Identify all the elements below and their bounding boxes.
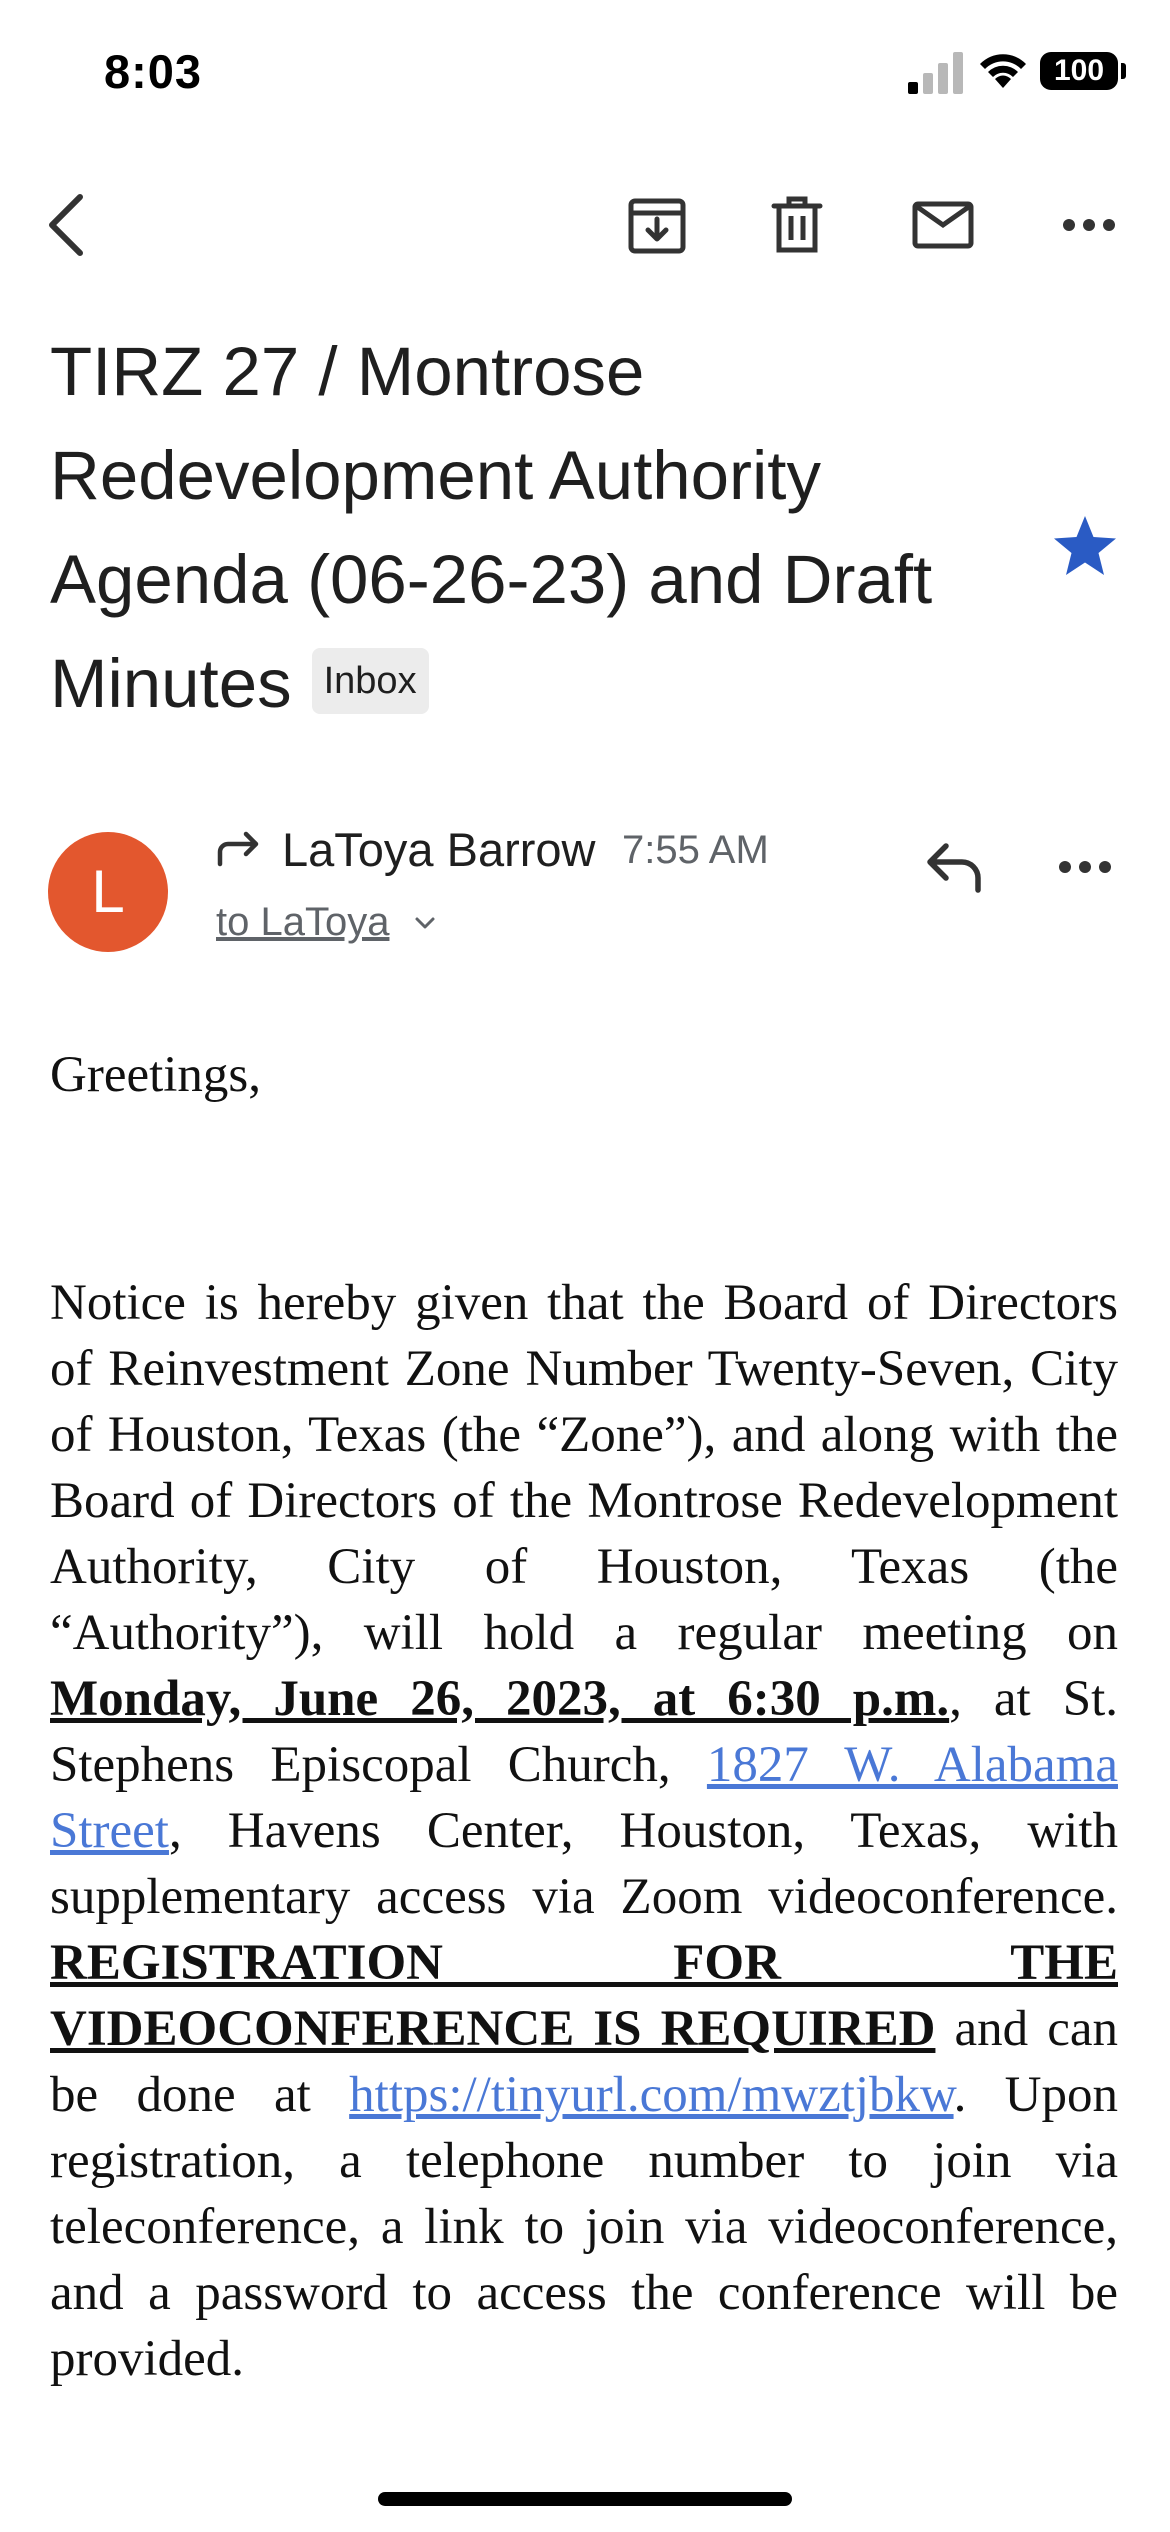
delete-button[interactable] [752, 175, 842, 275]
inbox-label-badge[interactable]: Inbox [312, 648, 429, 714]
mail-icon [912, 201, 974, 249]
address-link[interactable]: 1827 W. Alabama Street [50, 1737, 1118, 1859]
notice-text-1: Notice is hereby given that the Board of Directors of Reinvestment Zone Number Twenty-Seven, City of Houston, Texas (the “Zone”), and along with the Board of Directors of the Montrose Redevelopment Authority, City of Houston, Texas (the “Authority”), will hold a regular meeting on [50, 1275, 1118, 1661]
wifi-icon [978, 50, 1028, 90]
sent-time: 7:55 AM [622, 828, 769, 872]
notice-text-5: . Upon registration, a telephone number to join via teleconference, a link to join via videoconference, and a password to access the conference will be provided. [50, 2067, 1118, 2387]
message-more-icon[interactable] [1050, 832, 1120, 902]
notice-text-3: , Havens Center, Houston, Texas, with supplementary access via Zoom videoconference. [50, 1803, 1118, 1925]
battery-nub [1121, 63, 1126, 79]
sender-name: LaToya Barrow [282, 823, 596, 876]
registration-link[interactable]: https://tinyurl.com/mwztjbkw [349, 2067, 954, 2123]
mark-unread-button[interactable] [898, 175, 988, 275]
email-subject [50, 320, 1010, 736]
battery-indicator: 100 [1040, 52, 1118, 90]
trash-icon [770, 194, 824, 256]
meeting-date: Monday, June 26, 2023, at 6:30 p.m. [50, 1671, 950, 1727]
home-indicator[interactable] [378, 2492, 792, 2506]
reply-icon[interactable] [920, 832, 990, 902]
chevron-down-icon[interactable] [412, 910, 438, 936]
back-button[interactable] [22, 175, 112, 275]
status-bar [0, 0, 1170, 150]
forwarded-icon [216, 828, 264, 868]
notice-text-2: , at St. Stephens Episcopal Church, [50, 1671, 1118, 1793]
chevron-left-icon [44, 193, 90, 257]
message-body [50, 1040, 1118, 2387]
archive-button[interactable] [612, 175, 702, 275]
sender-avatar[interactable]: L [48, 832, 168, 952]
greeting: Greetings, [50, 1047, 262, 1103]
archive-icon [627, 195, 687, 255]
star-icon[interactable] [1050, 512, 1120, 582]
status-time: 8:03 [104, 45, 203, 98]
notice-text-4: and can be done at [50, 2001, 1118, 2123]
recipient-details-toggle[interactable]: to LaToya [216, 900, 390, 944]
more-options-button[interactable] [1044, 175, 1134, 275]
registration-required: REGISTRATION FOR THE VIDEOCONFERENCE IS REQUIRED [50, 1935, 1118, 2057]
subject-title: TIRZ 27 / Montrose Redevelopment Authority Agenda (06-26-23) and Draft Minutes [50, 333, 933, 722]
meeting-notice [50, 1270, 1118, 2392]
message-toolbar [0, 175, 1170, 285]
cellular-signal-icon [908, 52, 964, 94]
more-horizontal-icon [1062, 218, 1116, 232]
